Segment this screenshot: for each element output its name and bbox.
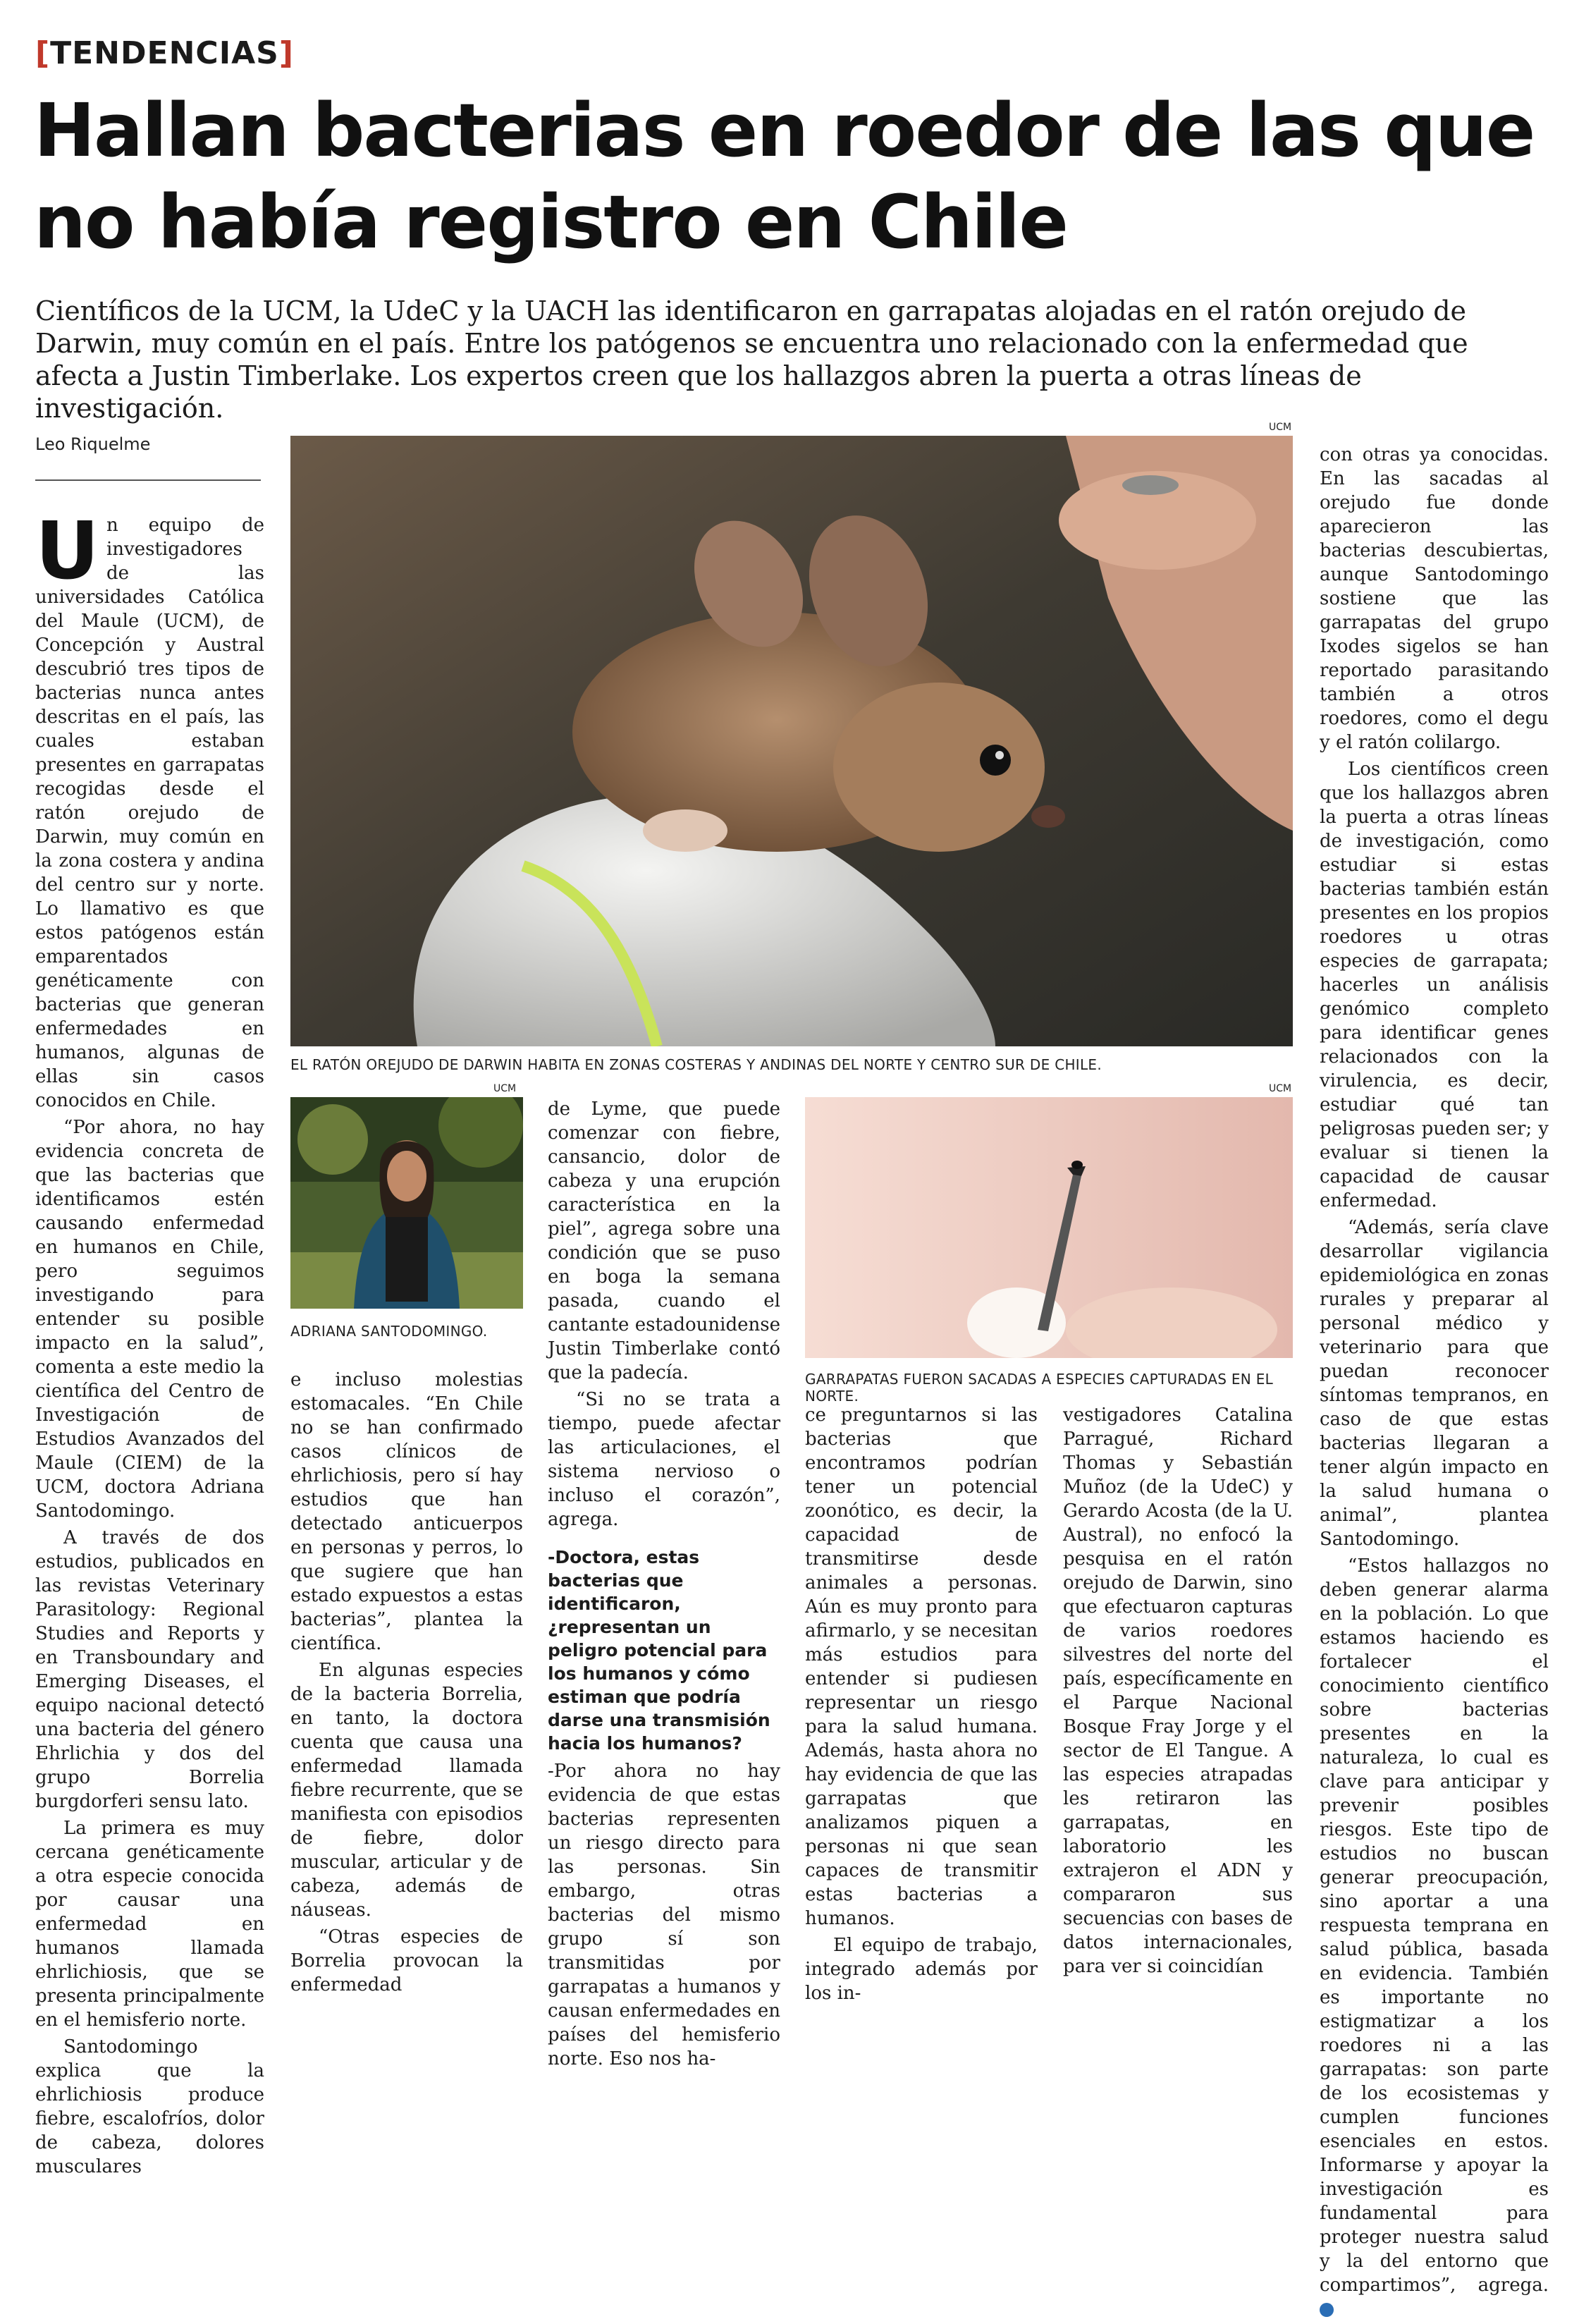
main-photo-credit: UCM [1269, 422, 1292, 433]
paragraph: con otras ya conocidas. En las sacadas al orejudo fue donde aparecieron las bacterias descubiertas, aunque Santodomingo sostiene que las garrapatas del grupo Ixodes sigelos se han reportado parasitando también a otros roedores, como el degu y el ratón colilargo. [1320, 444, 1549, 753]
paragraph: ce preguntarnos si las bacterias que encontramos podrían tener un potencial zoonótico, es decir, la capacidad de transmitirse desde animales a personas. Aún es muy pronto para afirmarlo, y se necesitan más estudios para entender si pudiesen representar un riesgo para la salud humana. Además, hasta ahora no hay evidencia de que las garrapatas que analizamos piquen a personas ni que sean capaces de transmitir estas bacterias a humanos. [805, 1405, 1038, 1929]
interview-question: -Doctora, estas bacterias que identificaron, ¿representan un peligro potencial para los humanos y cómo estiman que podría darse una transmisión hacia los humanos? [548, 1547, 770, 1754]
paragraph: A través de dos estudios, publicados en las revistas Veterinary Parasitology: Regional Studies and Reports y en Transboundary and Emerging Diseases, el equipo nacional detectó una bacteria del género Ehrlichia y dos del grupo Borrelia burgdorferi sensu lato. [35, 1527, 264, 1812]
tick-photo-caption: GARRAPATAS FUERON SACADAS A ESPECIES CAPTURADAS EN EL NORTE. [805, 1371, 1274, 1405]
paragraph: -Por ahora no hay evidencia de que estas bacterias representen un riesgo directo para las personas. Sin embargo, otras bacterias del mismo grupo sí son transmitidas por garrapatas a humanos y causan enfermedades en países del hemisferio norte. Eso nos ha- [548, 1761, 780, 2069]
section-label: TENDENCIAS [50, 35, 279, 71]
paragraph: vestigadores Catalina Parragué, Richard Thomas y Sebastián Muñoz (de la UdeC) y Gerardo Acosta (de la U. Austral), no enfocó la pesquisa en el ratón orejudo de Darwin, sino que efectuaron capturas de varios roedores silvestres del norte del país, específicamente en el Parque Nacional Bosque Fray Jorge y el sector de El Tangue. A las especies atrapadas les retiraron las garrapatas, en laboratorio les extrajeron el ADN y compararon sus secuencias con bases de datos internacionales, para ver si coincidían [1063, 1405, 1293, 1977]
paragraph: “Si no se trata a tiempo, puede afectar las articulaciones, el sistema nervioso o incluso el corazón”, agrega. [548, 1389, 780, 1530]
portrait-photo [290, 1097, 523, 1309]
headline: Hallan bacterias en roedor de las que no había registro en Chile [34, 87, 1535, 265]
paragraph: “Además, sería clave desarrollar vigilancia epidemiológica en zonas rurales y preparar al personal médico y veterinario para que puedan reconocer síntomas tempranos, en caso de que estas bacterias llegaran a tener algún impacto en la salud humana o animal”, plantea Santodomingo. [1320, 1217, 1549, 1550]
paragraph [35, 506, 264, 1113]
paragraph: El equipo de trabajo, integrado además por los in- [805, 1935, 1038, 2004]
portrait-caption: ADRIANA SANTODOMINGO. [290, 1323, 488, 1340]
paragraph: Santodomingo explica que la ehrlichiosis produce fiebre, escalofríos, dolor de cabeza, dolores musculares [35, 2036, 264, 2177]
end-mark-icon: ✪ [1320, 2303, 1334, 2317]
column-4 [805, 1403, 1038, 2008]
column-1 [35, 506, 264, 2182]
paragraph-text: “Estos hallazgos no deben generar alarma en la población. Lo que estamos haciendo es fortalecer el conocimiento científico sobre bacterias presentes en la naturaleza, lo cual es clave para anticipar y prevenir posibles riesgos. Este tipo de estudios no buscan generar preocupación, sino aportar a una respuesta temprana en salud pública, basada en evidencia. También es importante no estigmatizar a los roedores ni a las garrapatas: son parte de los ecosistemas y cumplen funciones esenciales en estos. Informarse y apoyar la investigación es fundamental para proteger nuestra salud y la del entorno que compartimos”, agrega. [1320, 1555, 1549, 2296]
paragraph: de Lyme, que puede comenzar con fiebre, cansancio, dolor de cabeza y una erupción característica en la piel”, agrega sobre una condición que se puso en boga la semana pasada, cuando el cantante estadounidense Justin Timberlake contó que la padecía. [548, 1099, 780, 1383]
column-6 [1320, 443, 1549, 2324]
paragraph: e incluso molestias estomacales. “En Chile no se han confirmado casos clínicos de ehrlichiosis, pero sí hay estudios que han detectado anticuerpos en personas y perros, lo que sugiere que han estado expuestos a estas bacterias”, plantea la científica. [290, 1369, 523, 1654]
byline-rule [35, 479, 261, 481]
mouse-photo [290, 436, 1293, 1046]
paragraph: Los científicos creen que los hallazgos abren la puerta a otras líneas de investigación, como estudiar si estas bacterias también están presentes en los propios roedores u otras especies de garrapata; hacerles un análisis genómico completo para identificar genes relacionados con la virulencia, es decir, estudiar qué tan peligrosas pueden ser; y evaluar si tienen la capacidad de causar enfermedad. [1320, 759, 1549, 1211]
main-photo-caption: EL RATÓN OREJUDO DE DARWIN HABITA EN ZONAS COSTERAS Y ANDINAS DEL NORTE Y CENTRO SUR DE CHILE. [290, 1056, 1102, 1073]
column-3 [548, 1097, 780, 2074]
byline: Leo Riquelme [35, 434, 151, 454]
bracket-open: [ [35, 35, 51, 71]
tick-photo [805, 1097, 1293, 1358]
drop-cap: U [35, 506, 99, 597]
paragraph: “Por ahora, no hay evidencia concreta de que las bacterias que identificamos estén causando enfermedad en humanos en Chile, pero seguimos investigando para entender su posible impacto en la salud”, comenta a este medio la científica del Centro de Investigación de Estudios Avanzados del Maule (CIEM) de la UCM, doctora Adriana Santodomingo. [35, 1117, 264, 1522]
bracket-close: ] [278, 35, 294, 71]
column-2 [290, 1368, 523, 2000]
mouse-photo-illustration [290, 436, 1293, 1046]
section-tag [35, 35, 294, 71]
paragraph: En algunas especies de la bacteria Borrelia, en tanto, la doctora cuenta que causa una enfermedad llamada fiebre recurrente, que se manifiesta con episodios de fiebre, dolor muscular, articular y de cabeza, además de náuseas. [290, 1660, 523, 1921]
portrait-illustration [290, 1097, 523, 1309]
paragraph-text: n equipo de investigadores de las universidades Católica del Maule (UCM), de Concepción y Austral descubrió tres tipos de bacterias nunca antes descritas en el país, las cuales estaban presentes en garrapatas recogidas desde el ratón orejudo de Darwin, muy común en la zona costera y andina del centro sur y norte. Lo llamativo es que estos patógenos están emparentados genéticamente con bacterias que generan enfermedades en humanos, algunas de ellas sin casos conocidos en Chile. [35, 515, 264, 1111]
deck: Científicos de la UCM, la UdeC y la UACH las identificaron en garrapatas alojadas en el ratón orejudo de Darwin, muy común en el país. Entre los patógenos se encuentra uno relacionado con la enfermedad que afecta a Justin Timberlake. Los expertos creen que los hallazgos abren la puerta a otras líneas de investigación. [35, 295, 1468, 424]
paragraph: La primera es muy cercana genéticamente a otra especie conocida por causar una enfermedad en humanos llamada ehrlichiosis, que se presenta principalmente en el hemisferio norte. [35, 1818, 264, 2031]
column-5 [1063, 1403, 1293, 1981]
tick-illustration [805, 1097, 1293, 1358]
tick-photo-credit: UCM [1269, 1083, 1292, 1094]
portrait-credit: UCM [493, 1083, 517, 1094]
paragraph [1320, 1554, 1549, 2321]
paragraph: “Otras especies de Borrelia provocan la enfermedad [290, 1926, 523, 1995]
